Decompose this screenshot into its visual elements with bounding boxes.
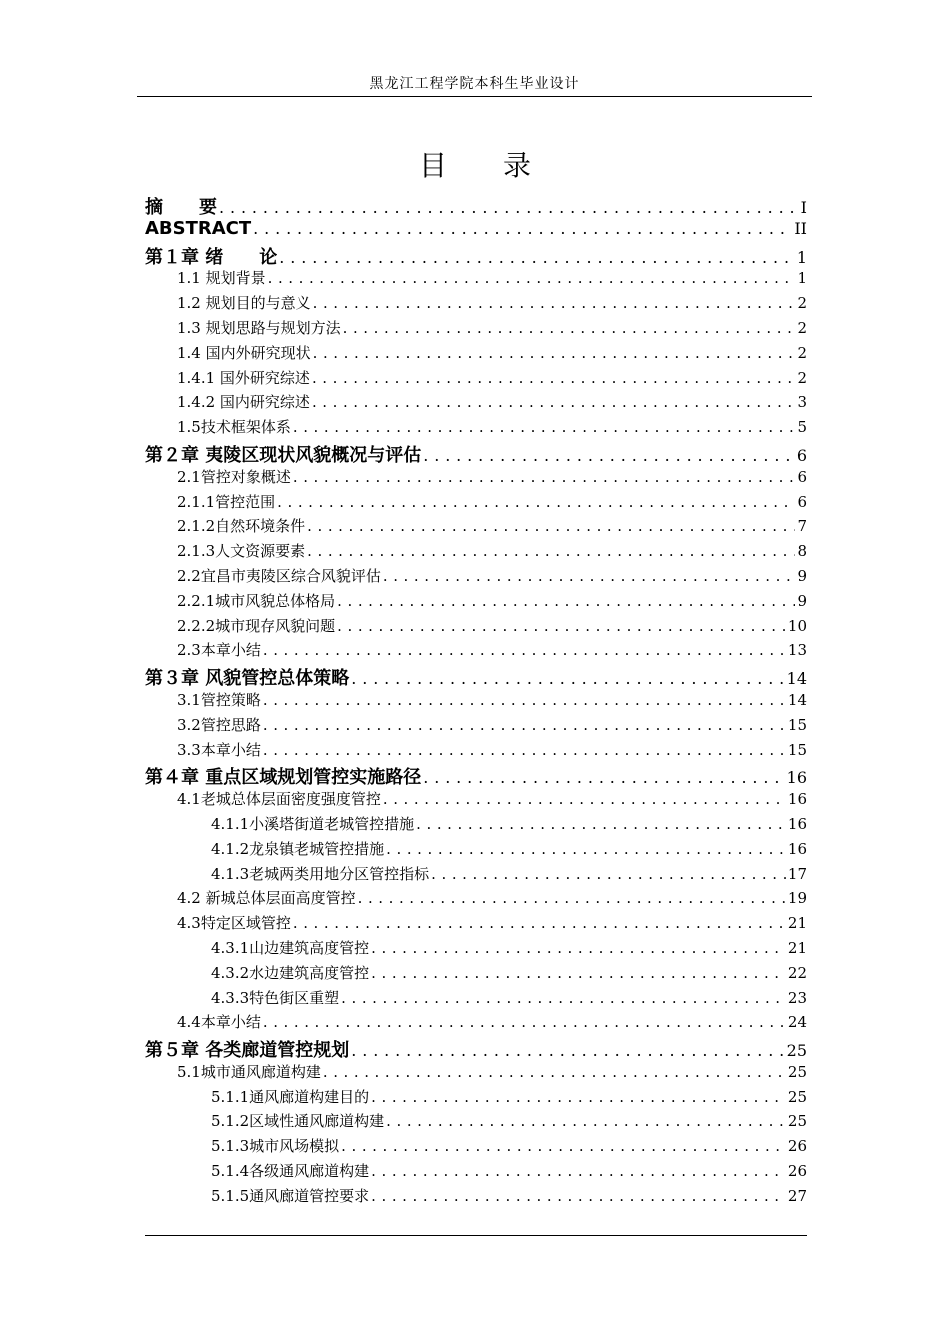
toc-entry[interactable] — [145, 292, 807, 317]
toc-entry-page: 2 — [797, 318, 807, 337]
toc-entry-label: 2.1.1管控范围 — [177, 492, 276, 511]
toc-entry-page: 14 — [787, 690, 807, 709]
toc-leader-dots — [423, 446, 795, 465]
toc-entry-page: II — [794, 218, 807, 238]
toc-entry-label: 2.2.2城市现存风貌问题 — [177, 616, 336, 635]
toc-entry-page: 2 — [797, 294, 807, 313]
toc-leader-dots — [323, 1063, 786, 1081]
toc-entry-label: 第１章 绪 论 — [145, 246, 278, 268]
toc-entry-page: 14 — [786, 669, 807, 689]
toc-entry-label: 第２章 夷陵区现状风貌概况与评估 — [145, 444, 422, 466]
toc-entry[interactable] — [145, 689, 807, 714]
toc-entry[interactable] — [145, 1036, 807, 1061]
toc-entry-label: 3.1管控策略 — [177, 690, 261, 709]
toc-entry[interactable] — [145, 491, 807, 516]
toc-leader-dots — [337, 617, 786, 635]
toc-entry[interactable] — [145, 367, 807, 392]
toc-leader-dots — [268, 269, 796, 287]
toc-entry-page: 9 — [797, 591, 807, 610]
toc-leader-dots — [386, 1112, 786, 1130]
toc-entry-label: 2.3本章小结 — [177, 641, 261, 660]
toc-entry-label: 4.1老城总体层面密度强度管控 — [177, 790, 381, 809]
toc-entry-label: 4.3.1山边建筑高度管控 — [211, 938, 370, 957]
toc-leader-dots — [263, 1013, 786, 1031]
toc-entry[interactable] — [145, 739, 807, 764]
toc-leader-dots — [263, 641, 786, 659]
toc-leader-dots — [253, 219, 792, 238]
toc-entry-label: 5.1.4各级通风廊道构建 — [211, 1162, 370, 1181]
toc-entry-label: 2.2宜昌市夷陵区综合风貌评估 — [177, 566, 381, 585]
toc-leader-dots — [431, 865, 786, 883]
toc-leader-dots — [371, 1088, 786, 1106]
toc-leader-dots — [307, 542, 795, 560]
toc-entry-page: 2 — [797, 343, 807, 362]
toc-entry-page: 25 — [787, 1112, 807, 1131]
toc-entry-page: I — [800, 198, 807, 217]
toc-entry[interactable] — [145, 664, 807, 689]
toc-entry-label: 第４章 重点区域规划管控实施路径 — [145, 767, 422, 789]
toc-entry-page: 21 — [787, 914, 807, 933]
toc-entry[interactable] — [145, 962, 807, 987]
toc-entry[interactable] — [145, 937, 807, 962]
toc-leader-dots — [263, 741, 786, 759]
toc-leader-dots — [371, 939, 786, 957]
toc-entry[interactable] — [145, 391, 807, 416]
toc-entry-page: 1 — [796, 247, 807, 267]
toc-leader-dots — [341, 989, 786, 1007]
toc-entry-label: 2.1.3人文资源要素 — [177, 542, 306, 561]
toc-leader-dots — [383, 790, 786, 808]
toc-entry-page: 15 — [787, 740, 807, 759]
toc-entry-label: ABSTRACT — [145, 217, 252, 239]
toc-entry-label: 第３章 风貌管控总体策略 — [145, 668, 350, 689]
toc-entry-label: 4.1.1小溪塔街道老城管控措施 — [211, 814, 415, 833]
toc-entry[interactable] — [145, 887, 807, 912]
toc-entry[interactable] — [145, 1110, 807, 1135]
toc-entry-page: 25 — [787, 1087, 807, 1106]
toc-entry[interactable] — [145, 912, 807, 937]
toc-entry-label: 2.1.2自然环境条件 — [177, 517, 306, 536]
toc-entry[interactable] — [145, 763, 807, 788]
toc-entry-page: 16 — [787, 814, 807, 833]
toc-title-right: 录 — [503, 149, 532, 182]
toc-entry[interactable] — [145, 267, 807, 292]
toc-entry[interactable] — [145, 1061, 807, 1086]
toc-leader-dots — [351, 1041, 784, 1060]
toc-entry[interactable] — [145, 1135, 807, 1160]
toc-entry[interactable] — [145, 1185, 807, 1210]
toc-entry-page: 2 — [797, 368, 807, 387]
toc-leader-dots — [383, 567, 796, 585]
toc-entry[interactable] — [145, 342, 807, 367]
toc-leader-dots — [313, 294, 796, 312]
toc-entry[interactable] — [145, 813, 807, 838]
toc-entry-label: 3.2管控思路 — [177, 715, 261, 734]
toc-entry-label: 4.2 新城总体层面高度管控 — [177, 889, 356, 908]
toc-leader-dots — [263, 716, 786, 734]
toc-entry-label: 4.3.2水边建筑高度管控 — [211, 963, 370, 982]
toc-entry-page: 22 — [787, 963, 807, 982]
toc-entry-label: 4.3.3特色街区重塑 — [211, 988, 340, 1007]
toc-entry-label: 5.1.2区域性通风廊道构建 — [211, 1112, 385, 1131]
toc-entry-label: 1.2 规划目的与意义 — [177, 294, 311, 313]
toc-entry-page: 27 — [787, 1186, 807, 1205]
toc-entry-label: 1.4.1 国外研究综述 — [177, 368, 310, 387]
toc-leader-dots — [307, 517, 795, 535]
page-header — [137, 72, 812, 97]
toc-entry-page: 15 — [787, 715, 807, 734]
toc-entry-page: 5 — [797, 418, 807, 437]
toc-entry-page: 19 — [787, 889, 807, 908]
toc-leader-dots — [277, 493, 795, 511]
toc-leader-dots — [312, 393, 796, 411]
table-of-contents — [145, 193, 807, 1210]
footer-rule — [145, 1235, 807, 1236]
toc-entry-page: 16 — [786, 768, 807, 788]
toc-leader-dots — [358, 889, 786, 907]
toc-leader-dots — [371, 1162, 786, 1180]
toc-entry[interactable] — [145, 243, 807, 268]
toc-entry[interactable] — [145, 714, 807, 739]
toc-entry[interactable] — [145, 466, 807, 491]
toc-entry[interactable] — [145, 590, 807, 615]
toc-leader-dots — [337, 592, 795, 610]
toc-entry-label: 5.1.5通风廊道管控要求 — [211, 1186, 370, 1205]
toc-entry[interactable] — [145, 1011, 807, 1036]
toc-leader-dots — [423, 768, 784, 787]
toc-entry-page: 21 — [787, 938, 807, 957]
toc-entry-label: 5.1城市通风廊道构建 — [177, 1062, 321, 1081]
toc-leader-dots — [386, 840, 786, 858]
toc-leader-dots — [343, 319, 796, 337]
toc-leader-dots — [219, 198, 799, 217]
toc-entry-page: 17 — [787, 864, 807, 883]
toc-entry-page: 16 — [787, 790, 807, 809]
toc-leader-dots — [293, 418, 796, 436]
toc-entry[interactable] — [145, 317, 807, 342]
toc-title — [0, 148, 950, 184]
toc-entry[interactable] — [145, 540, 807, 565]
toc-leader-dots — [371, 964, 786, 982]
toc-entry[interactable] — [145, 788, 807, 813]
toc-entry-label: 4.3特定区域管控 — [177, 914, 291, 933]
toc-entry-page: 26 — [787, 1162, 807, 1181]
toc-entry-label: 1.4 国内外研究现状 — [177, 343, 311, 362]
toc-entry[interactable] — [145, 987, 807, 1012]
toc-entry-label: 5.1.1通风廊道构建目的 — [211, 1087, 370, 1106]
toc-entry-page: 6 — [797, 492, 807, 511]
toc-title-left: 目 — [418, 149, 447, 182]
toc-entry-page: 23 — [787, 988, 807, 1007]
toc-entry-label: 第５章 各类廊道管控规划 — [145, 1040, 350, 1061]
toc-entry-page: 1 — [797, 269, 807, 288]
toc-entry-page: 16 — [787, 839, 807, 858]
toc-leader-dots — [313, 344, 796, 362]
toc-leader-dots — [279, 248, 795, 267]
toc-entry-label: 4.1.2龙泉镇老城管控措施 — [211, 839, 385, 858]
toc-entry-page: 3 — [797, 393, 807, 412]
toc-leader-dots — [293, 914, 786, 932]
toc-entry-page: 6 — [797, 467, 807, 486]
toc-entry-page: 6 — [796, 445, 807, 465]
toc-entry-page: 25 — [786, 1041, 807, 1061]
toc-entry-page: 8 — [797, 542, 807, 561]
toc-entry[interactable] — [145, 441, 807, 466]
toc-entry-label: 2.2.1城市风貌总体格局 — [177, 591, 336, 610]
toc-entry-page: 24 — [787, 1013, 807, 1032]
toc-entry-page: 7 — [797, 517, 807, 536]
toc-entry-label: 1.3 规划思路与规划方法 — [177, 318, 341, 337]
toc-entry-label: 5.1.3城市风场模拟 — [211, 1137, 340, 1156]
toc-entry-label: 4.1.3老城两类用地分区管控指标 — [211, 864, 430, 883]
toc-entry[interactable] — [145, 863, 807, 888]
toc-leader-dots — [263, 691, 786, 709]
toc-entry[interactable] — [145, 615, 807, 640]
page-header-text: 黑龙江工程学院本科生毕业设计 — [369, 76, 580, 92]
toc-entry-label: 摘 要 — [145, 197, 217, 218]
toc-entry[interactable] — [145, 193, 807, 218]
toc-entry-page: 25 — [787, 1062, 807, 1081]
toc-entry-label: 1.4.2 国内研究综述 — [177, 393, 310, 412]
toc-entry-page: 9 — [797, 566, 807, 585]
toc-entry-page: 13 — [787, 641, 807, 660]
toc-entry[interactable] — [145, 416, 807, 441]
toc-entry[interactable] — [145, 639, 807, 664]
toc-leader-dots — [371, 1187, 786, 1205]
toc-entry[interactable] — [145, 515, 807, 540]
toc-entry[interactable] — [145, 565, 807, 590]
toc-entry[interactable] — [145, 1086, 807, 1111]
toc-entry-label: 1.1 规划背景 — [177, 269, 266, 288]
toc-entry[interactable] — [145, 838, 807, 863]
toc-entry-page: 10 — [787, 616, 807, 635]
toc-leader-dots — [416, 815, 786, 833]
toc-leader-dots — [351, 669, 784, 688]
toc-leader-dots — [293, 468, 796, 486]
toc-leader-dots — [341, 1137, 786, 1155]
toc-entry[interactable] — [145, 1160, 807, 1185]
toc-entry[interactable] — [145, 218, 807, 243]
toc-leader-dots — [312, 369, 796, 387]
toc-entry-label: 2.1管控对象概述 — [177, 467, 291, 486]
toc-entry-page: 26 — [787, 1137, 807, 1156]
toc-entry-label: 1.5技术框架体系 — [177, 418, 291, 437]
toc-entry-label: 3.3本章小结 — [177, 740, 261, 759]
toc-entry-label: 4.4本章小结 — [177, 1013, 261, 1032]
